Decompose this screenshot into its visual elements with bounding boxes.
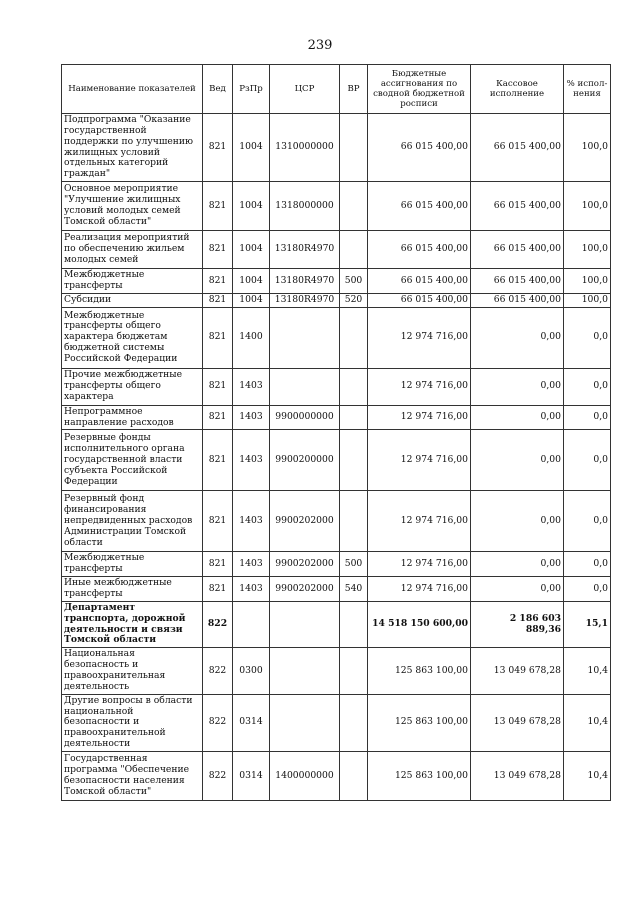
cell-vr xyxy=(340,231,368,269)
cell-percent: 10,4 xyxy=(564,694,611,751)
cell-rzpr: 1403 xyxy=(233,577,270,602)
cell-rzpr: 0314 xyxy=(233,694,270,751)
cell-ved: 822 xyxy=(203,648,233,694)
cell-ved: 822 xyxy=(203,694,233,751)
cell-percent: 0,0 xyxy=(564,552,611,577)
cell-cash: 66 015 400,00 xyxy=(471,269,564,294)
cell-ved: 821 xyxy=(203,182,233,231)
cell-csr xyxy=(270,648,340,694)
cell-vr: 500 xyxy=(340,552,368,577)
cell-percent: 0,0 xyxy=(564,368,611,405)
cell-budget: 125 863 100,00 xyxy=(368,648,471,694)
cell-rzpr: 1004 xyxy=(233,269,270,294)
cell-rzpr xyxy=(233,601,270,647)
cell-csr: 13180R4970 xyxy=(270,269,340,294)
cell-vr xyxy=(340,752,368,801)
cell-percent: 0,0 xyxy=(564,577,611,602)
cell-budget: 14 518 150 600,00 xyxy=(368,601,471,647)
cell-csr: 9900200000 xyxy=(270,430,340,491)
cell-cash: 0,00 xyxy=(471,368,564,405)
cell-percent: 100,0 xyxy=(564,114,611,182)
cell-csr: 9900202000 xyxy=(270,552,340,577)
cell-indicator-name: Субсидии xyxy=(62,293,203,307)
cell-budget: 12 974 716,00 xyxy=(368,577,471,602)
cell-vr xyxy=(340,430,368,491)
cell-csr xyxy=(270,601,340,647)
cell-cash: 66 015 400,00 xyxy=(471,231,564,269)
header-rzpr: РзПр xyxy=(233,65,270,114)
cell-budget: 66 015 400,00 xyxy=(368,269,471,294)
table-row xyxy=(62,694,611,751)
cell-csr: 9900202000 xyxy=(270,577,340,602)
cell-percent: 0,0 xyxy=(564,405,611,430)
cell-cash: 2 186 603 889,36 xyxy=(471,601,564,647)
cell-indicator-name: Межбюджетные трансферты xyxy=(62,269,203,294)
cell-csr: 9900202000 xyxy=(270,491,340,552)
cell-budget: 12 974 716,00 xyxy=(368,405,471,430)
cell-rzpr: 1403 xyxy=(233,430,270,491)
cell-ved: 821 xyxy=(203,405,233,430)
cell-csr: 9900000000 xyxy=(270,405,340,430)
table-row xyxy=(62,752,611,801)
cell-percent: 10,4 xyxy=(564,648,611,694)
cell-csr: 13180R4970 xyxy=(270,231,340,269)
table-row xyxy=(62,182,611,231)
cell-cash: 13 049 678,28 xyxy=(471,752,564,801)
cell-ved: 821 xyxy=(203,293,233,307)
cell-indicator-name: Национальная безопасность и правоохранительная деятельность xyxy=(62,648,203,694)
cell-budget: 66 015 400,00 xyxy=(368,114,471,182)
cell-percent: 0,0 xyxy=(564,491,611,552)
cell-vr xyxy=(340,114,368,182)
cell-indicator-name: Резервный фонд финансирования непредвиденных расходов Администрации Томской области xyxy=(62,491,203,552)
cell-rzpr: 1403 xyxy=(233,405,270,430)
cell-cash: 66 015 400,00 xyxy=(471,293,564,307)
cell-budget: 12 974 716,00 xyxy=(368,430,471,491)
cell-ved: 821 xyxy=(203,114,233,182)
cell-cash: 0,00 xyxy=(471,405,564,430)
cell-indicator-name: Реализация мероприятий по обеспечению жильем молодых семей xyxy=(62,231,203,269)
cell-percent: 15,1 xyxy=(564,601,611,647)
cell-vr: 540 xyxy=(340,577,368,602)
header-ved: Вед xyxy=(203,65,233,114)
cell-ved: 822 xyxy=(203,752,233,801)
cell-csr: 1310000000 xyxy=(270,114,340,182)
cell-indicator-name: Межбюджетные трансферты общего характера бюджетам бюджетной системы Российской Федерации xyxy=(62,307,203,368)
cell-budget: 12 974 716,00 xyxy=(368,307,471,368)
cell-indicator-name: Межбюджетные трансферты xyxy=(62,552,203,577)
header-vr: ВР xyxy=(340,65,368,114)
cell-vr xyxy=(340,368,368,405)
cell-budget: 12 974 716,00 xyxy=(368,491,471,552)
cell-indicator-name: Другие вопросы в области национальной безопасности и правоохранительной деятельности xyxy=(62,694,203,751)
cell-cash: 13 049 678,28 xyxy=(471,648,564,694)
cell-ved: 822 xyxy=(203,601,233,647)
cell-cash: 0,00 xyxy=(471,491,564,552)
cell-cash: 13 049 678,28 xyxy=(471,694,564,751)
cell-rzpr: 1004 xyxy=(233,231,270,269)
cell-cash: 0,00 xyxy=(471,577,564,602)
budget-table xyxy=(61,64,611,801)
cell-cash: 66 015 400,00 xyxy=(471,114,564,182)
cell-csr: 13180R4970 xyxy=(270,293,340,307)
cell-csr xyxy=(270,307,340,368)
table-row xyxy=(62,368,611,405)
table-row xyxy=(62,577,611,602)
cell-indicator-name: Основное мероприятие "Улучшение жилищных условий молодых семей Томской области" xyxy=(62,182,203,231)
cell-percent: 0,0 xyxy=(564,430,611,491)
cell-percent: 100,0 xyxy=(564,293,611,307)
table-row xyxy=(62,405,611,430)
cell-indicator-name: Департамент транспорта, дорожной деятельности и связи Томской области xyxy=(62,601,203,647)
cell-csr xyxy=(270,368,340,405)
cell-percent: 10,4 xyxy=(564,752,611,801)
table-row xyxy=(62,269,611,294)
header-budget: Бюджетные ассигнования по сводной бюджетной росписи xyxy=(368,65,471,114)
cell-percent: 100,0 xyxy=(564,269,611,294)
cell-rzpr: 1004 xyxy=(233,114,270,182)
cell-indicator-name: Подпрограмма "Оказание государственной поддержки по улучшению жилищных условий отдельных категорий граждан" xyxy=(62,114,203,182)
cell-ved: 821 xyxy=(203,552,233,577)
cell-ved: 821 xyxy=(203,368,233,405)
header-cash: Кассовое исполнение xyxy=(471,65,564,114)
cell-vr xyxy=(340,182,368,231)
cell-rzpr: 1403 xyxy=(233,552,270,577)
table-row xyxy=(62,231,611,269)
cell-budget: 66 015 400,00 xyxy=(368,231,471,269)
cell-ved: 821 xyxy=(203,430,233,491)
cell-percent: 100,0 xyxy=(564,182,611,231)
cell-vr xyxy=(340,648,368,694)
cell-indicator-name: Резервные фонды исполнительного органа государственной власти субъекта Российской Федерации xyxy=(62,430,203,491)
cell-indicator-name: Прочие межбюджетные трансферты общего характера xyxy=(62,368,203,405)
cell-vr xyxy=(340,601,368,647)
header-csr: ЦСР xyxy=(270,65,340,114)
cell-vr: 520 xyxy=(340,293,368,307)
table-row xyxy=(62,601,611,647)
cell-cash: 0,00 xyxy=(471,552,564,577)
cell-vr xyxy=(340,405,368,430)
cell-vr xyxy=(340,694,368,751)
table-row xyxy=(62,430,611,491)
cell-cash: 0,00 xyxy=(471,430,564,491)
cell-indicator-name: Государственная программа "Обеспечение безопасности населения Томской области" xyxy=(62,752,203,801)
cell-csr xyxy=(270,694,340,751)
cell-ved: 821 xyxy=(203,491,233,552)
cell-budget: 66 015 400,00 xyxy=(368,182,471,231)
table-header-row xyxy=(62,65,611,114)
cell-ved: 821 xyxy=(203,231,233,269)
cell-vr: 500 xyxy=(340,269,368,294)
table-row xyxy=(62,293,611,307)
cell-rzpr: 1004 xyxy=(233,182,270,231)
cell-indicator-name: Непрограммное направление расходов xyxy=(62,405,203,430)
cell-cash: 0,00 xyxy=(471,307,564,368)
header-percent: % испол-нения xyxy=(564,65,611,114)
cell-budget: 66 015 400,00 xyxy=(368,293,471,307)
cell-budget: 125 863 100,00 xyxy=(368,752,471,801)
table-row xyxy=(62,307,611,368)
cell-csr: 1400000000 xyxy=(270,752,340,801)
cell-rzpr: 1400 xyxy=(233,307,270,368)
table-body xyxy=(62,114,611,801)
cell-rzpr: 0300 xyxy=(233,648,270,694)
cell-vr xyxy=(340,491,368,552)
cell-rzpr: 1403 xyxy=(233,368,270,405)
page-number: 239 xyxy=(307,38,333,53)
cell-rzpr: 1004 xyxy=(233,293,270,307)
cell-budget: 12 974 716,00 xyxy=(368,552,471,577)
table-row xyxy=(62,648,611,694)
table-row xyxy=(62,552,611,577)
table-row xyxy=(62,114,611,182)
cell-rzpr: 0314 xyxy=(233,752,270,801)
cell-budget: 12 974 716,00 xyxy=(368,368,471,405)
cell-percent: 0,0 xyxy=(564,307,611,368)
cell-rzpr: 1403 xyxy=(233,491,270,552)
cell-vr xyxy=(340,307,368,368)
cell-ved: 821 xyxy=(203,269,233,294)
cell-cash: 66 015 400,00 xyxy=(471,182,564,231)
cell-indicator-name: Иные межбюджетные трансферты xyxy=(62,577,203,602)
cell-ved: 821 xyxy=(203,307,233,368)
cell-budget: 125 863 100,00 xyxy=(368,694,471,751)
table-row xyxy=(62,491,611,552)
header-indicator-name: Наименование показателей xyxy=(62,65,203,114)
cell-ved: 821 xyxy=(203,577,233,602)
cell-percent: 100,0 xyxy=(564,231,611,269)
cell-csr: 1318000000 xyxy=(270,182,340,231)
